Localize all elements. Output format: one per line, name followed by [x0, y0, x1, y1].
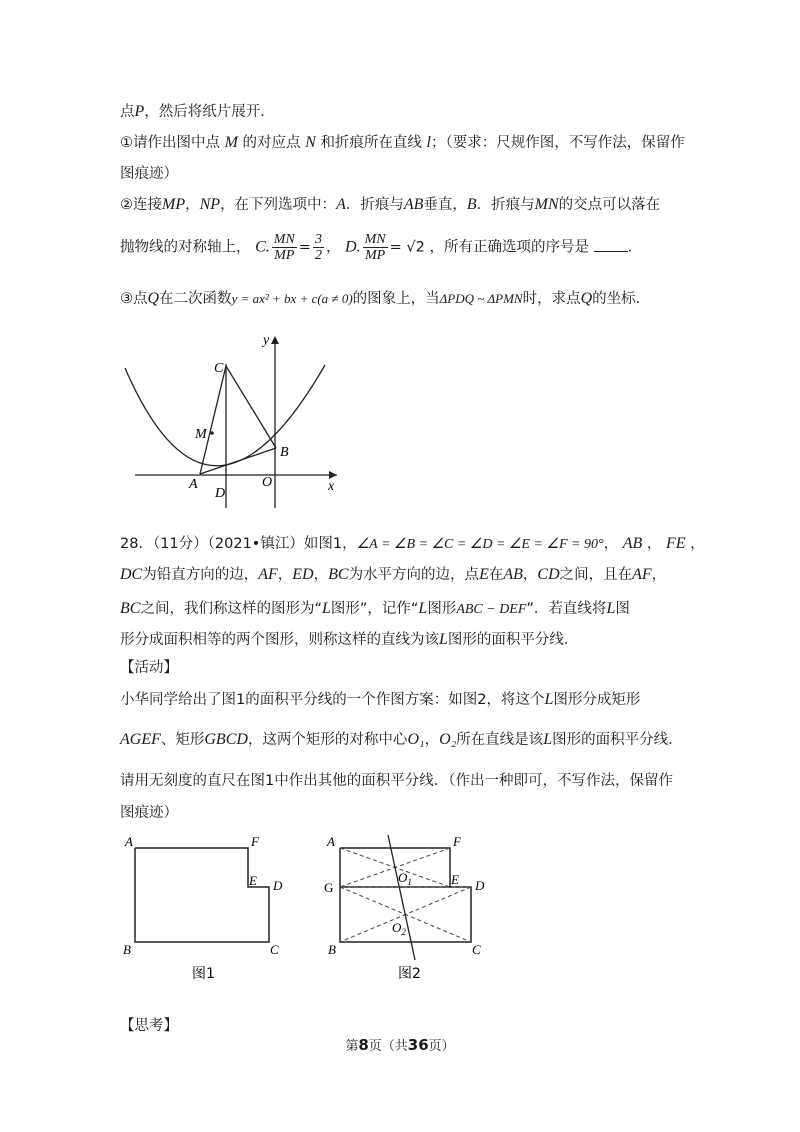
fraction-3-2: $\frac{3}{2}$ — [314, 232, 322, 263]
page-footer: 第8页（共36页） — [345, 1036, 455, 1054]
text-line-3: 图痕迹） — [120, 166, 178, 182]
p28-line-2: DC为铅直方向的边，AF，ED，BC为水平方向的边，点E在AB，CD之间，且在AF， — [120, 566, 667, 583]
parabola-curve — [125, 365, 325, 466]
label-y: y — [263, 333, 270, 348]
text-line-2: ①请作出图中点 M 的对应点 N 和折痕所在直线 l；（要求：尺规作图，不写作法，保留作 — [120, 134, 685, 151]
text-line-4: ②连接MP，NP，在下列选项中：A．折痕与AB垂直，B．折痕与MN的交点可以落在 — [120, 196, 661, 213]
p28-line-1: 28．（11分）（2021•镇江）如图1，∠A = ∠B = ∠C = ∠D = ∠E = ∠F = 90°， AB ， FE ， — [120, 535, 705, 552]
label-A: A — [189, 477, 198, 492]
text-line-6: ③点Q在二次函数y = ax² + bx + c(a ≠ 0)的图象上，当ΔPDQ ~ ΔPMN时，求点Q的坐标． — [120, 290, 651, 307]
segment-CB — [226, 366, 276, 448]
label-C: C — [270, 942, 279, 957]
label-A: A — [327, 834, 335, 849]
p28-line-8: 请用无刻度的直尺在图1中作出其他的面积平分线．（作出一种即可，不写作法，保留作 — [120, 773, 673, 789]
label-D: D — [215, 486, 226, 501]
label-x: x — [328, 479, 335, 494]
label-D: D — [273, 878, 283, 893]
label-B: B — [328, 942, 336, 957]
label-M: M — [195, 427, 207, 442]
segment-AB — [200, 448, 276, 474]
point-M — [210, 431, 214, 435]
answer-blank — [594, 241, 628, 252]
label-O2: $O_2$ — [392, 920, 406, 937]
label-E: E — [249, 873, 257, 888]
parabola-figure — [115, 330, 345, 510]
label-A: A — [125, 834, 133, 849]
caption-figure-1: 图1 — [192, 966, 215, 982]
p28-line-7: AGEF、矩形GBCD，这两个矩形的对称中心O₁，O₂所在直线是该L图形的面积平分线． — [120, 731, 683, 748]
figure-2 — [320, 830, 500, 990]
label-D: D — [475, 878, 485, 893]
label-E: E — [451, 872, 459, 887]
fraction-mn-mp: $\frac{MN}{MP}$ — [273, 232, 295, 263]
l-shape-outline — [135, 848, 269, 942]
activity-heading: 【活动】 — [120, 660, 178, 676]
text-line-5: 抛物线的对称轴上， C. $\frac{MN}{MP}$ = $\frac{3}{2}$ ， D. $\frac{MN}{MP}$ = √2 ，所有正确选项的序号是 ． — [120, 232, 643, 263]
p28-line-3: BC之间，我们称这样的图形为“L图形”，记作“L图形ABC − DEF”．若直线将L图 — [120, 600, 630, 617]
think-heading: 【思考】 — [120, 1018, 178, 1034]
label-F: F — [251, 834, 259, 849]
label-F: F — [453, 834, 461, 849]
p28-line-6: 小华同学给出了图1的面积平分线的一个作图方案：如图2，将这个L图形分成矩形 — [120, 691, 641, 708]
figure-1 — [120, 830, 290, 990]
caption-figure-2: 图2 — [398, 966, 421, 982]
label-G: G — [324, 880, 334, 895]
segment-AC — [200, 366, 226, 474]
label-B: B — [280, 445, 289, 460]
p28-line-9: 图痕迹） — [120, 805, 178, 821]
fraction-mn-mp-2: $\frac{MN}{MP}$ — [364, 232, 386, 263]
label-C: C — [214, 361, 224, 376]
label-C: C — [472, 942, 481, 957]
p28-line-4: 形分成面积相等的两个图形，则称这样的直线为该L图形的面积平分线． — [120, 631, 579, 648]
label-B: B — [123, 942, 131, 957]
text-line-1: 点P，然后将纸片展开． — [120, 103, 275, 120]
label-O: O — [262, 475, 273, 490]
label-O1: $O_1$ — [398, 870, 412, 887]
